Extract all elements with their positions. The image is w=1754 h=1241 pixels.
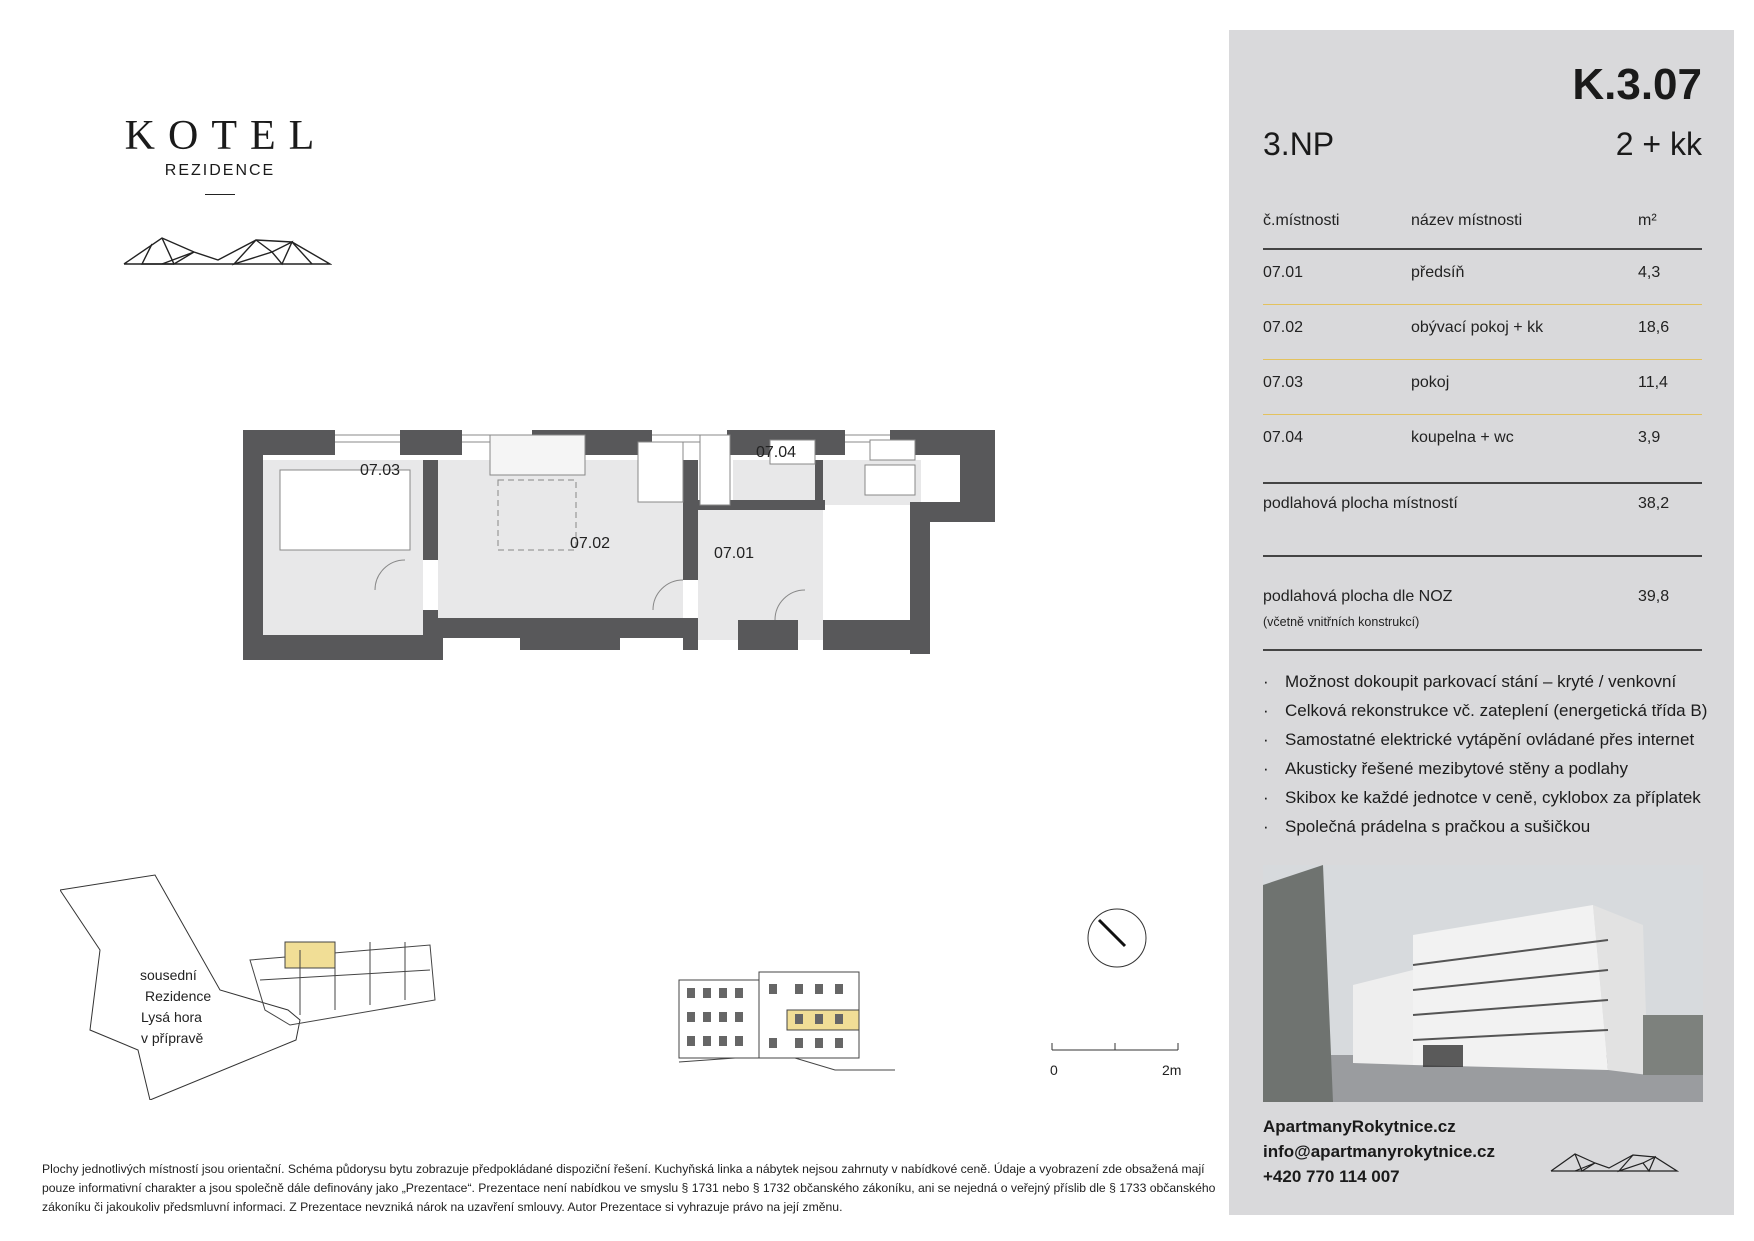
room-number: 07.04	[1263, 429, 1304, 446]
feature-item: · Společná prádelna s pračkou a sušičkou	[1263, 812, 1713, 841]
site-label-line-2: Rezidence	[145, 988, 212, 1004]
table-row	[1263, 305, 1702, 360]
building-render-image	[1263, 865, 1703, 1102]
room-number: 07.01	[1263, 264, 1304, 281]
contacts	[1263, 1114, 1495, 1189]
feature-item: · Skibox ke každé jednotce v ceně, cyklobox za příplatek	[1263, 783, 1713, 812]
mountain-logo-icon	[122, 232, 332, 268]
room-name: obývací pokoj + kk	[1411, 319, 1544, 336]
scale-bar	[1050, 1035, 1190, 1078]
feature-item: · Samostatné elektrické vytápění ovládané přes internet	[1263, 725, 1713, 754]
mountain-logo-icon	[1549, 1150, 1679, 1174]
header-area: m²	[1638, 212, 1657, 229]
site-label-line-1: sousední	[140, 967, 197, 983]
room-area: 4,3	[1638, 264, 1661, 281]
room-label-07-04: 07.04	[756, 444, 797, 461]
noz-area-row	[1263, 557, 1702, 651]
total-area-label: podlahová plocha místností	[1263, 495, 1458, 512]
logo-subtitle: REZIDENCE	[164, 162, 276, 179]
scale-end: 2m	[1162, 1062, 1182, 1078]
site-plan	[60, 850, 500, 1100]
header-number: č.místnosti	[1263, 212, 1340, 229]
table-row	[1263, 250, 1702, 305]
logo-title: KOTEL	[124, 113, 328, 159]
scale-bar-graphic	[1050, 1035, 1180, 1055]
phone-number[interactable]: +420 770 114 007	[1263, 1167, 1400, 1186]
unit-code: K.3.07	[1572, 60, 1702, 109]
table-row	[1263, 360, 1702, 415]
total-area-value: 38,2	[1638, 495, 1670, 512]
room-name: pokoj	[1411, 374, 1450, 391]
email-link[interactable]: info@apartmanyrokytnice.cz	[1263, 1142, 1495, 1161]
header-name: název místnosti	[1411, 212, 1523, 229]
features-list	[1263, 667, 1713, 841]
unit-floor: 3.NP	[1263, 126, 1335, 162]
noz-area-value: 39,8	[1638, 588, 1670, 605]
svg-text:sousední Rezidence Lys	[140, 967, 215, 1046]
website-link[interactable]: ApartmanyRokytnice.cz	[1263, 1117, 1456, 1136]
table-row	[1263, 415, 1702, 470]
noz-area-label: podlahová plocha dle NOZ	[1263, 588, 1453, 605]
room-name: koupelna + wc	[1411, 429, 1514, 446]
room-area: 18,6	[1638, 319, 1670, 336]
feature-item: · Možnost dokoupit parkovací stání – kryté / venkovní	[1263, 667, 1713, 696]
logo	[110, 112, 330, 195]
site-label-line-4: v přípravě	[141, 1030, 204, 1046]
feature-item: · Celková rekonstrukce vč. zateplení (energetická třída B)	[1263, 696, 1713, 725]
scale-start: 0	[1050, 1062, 1058, 1078]
room-label-07-01: 07.01	[714, 545, 755, 562]
room-label-07-03: 07.03	[360, 462, 401, 479]
north-arrow-icon	[1085, 906, 1149, 970]
room-label-07-02: 07.02	[570, 535, 611, 552]
room-name: předsíň	[1411, 264, 1465, 281]
site-label-line-3: Lysá hora	[141, 1009, 202, 1025]
floor-plan	[230, 430, 1070, 710]
unit-layout: 2 + kk	[1615, 126, 1702, 162]
logo-rule	[205, 194, 235, 195]
feature-item: · Akusticky řešené mezibytové stěny a podlahy	[1263, 754, 1713, 783]
room-area: 3,9	[1638, 429, 1661, 446]
rooms-table-header	[1263, 210, 1702, 250]
unit-info-panel	[1229, 30, 1734, 1215]
total-area-row	[1263, 482, 1702, 557]
room-number: 07.02	[1263, 319, 1304, 336]
noz-area-note: (včetně vnitřních konstrukcí)	[1263, 615, 1420, 629]
room-area: 11,4	[1638, 374, 1668, 391]
building-elevation	[675, 970, 905, 1080]
legal-disclaimer: Plochy jednotlivých místností jsou orientační. Schéma půdorysu bytu zobrazuje předpokládané dispoziční řešení. Kuchyňská linka a nábytek nejsou zahrnuty v nabídkové ceně. Údaje a vyobrazení zde obsažená mají pouze informativní charakter a jsou společně dále definovány jako „Prezentace“. Prezentace není nabídkou ve smyslu § 1731 nebo § 1732 občanského zákoníku, ani se nejedná o veřejný příslib dle § 1733 občanského zákoníku či jakoukoliv předsmluvní informaci. Z Prezentace nevzniká nárok na uzavření smlouvy. Autor Prezentace si vyhrazuje právo na její změnu.	[42, 1162, 1216, 1214]
room-number: 07.03	[1263, 374, 1304, 391]
